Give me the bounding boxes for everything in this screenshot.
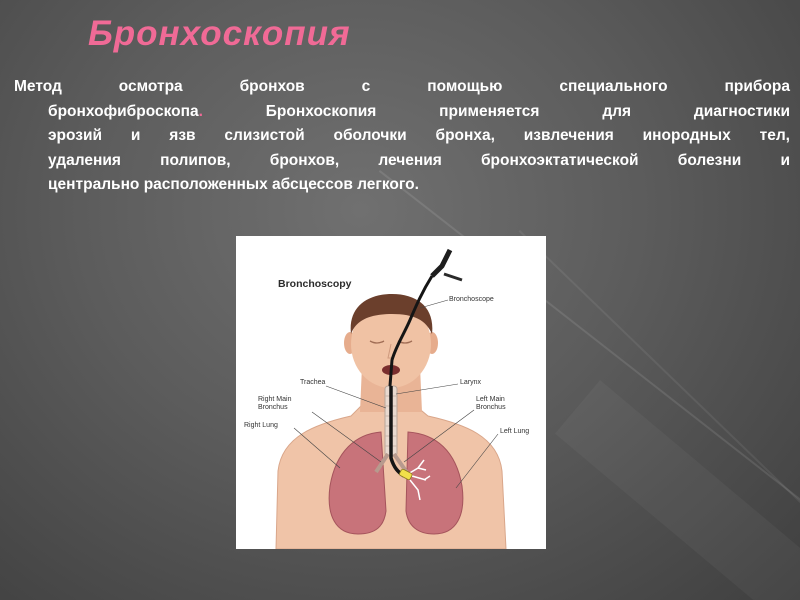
figure-title: Bronchoscopy <box>278 278 352 290</box>
label-left-main-bronchus <box>476 396 506 412</box>
slide-title: Бронхоскопия <box>88 14 351 53</box>
label-right-lung: Right Lung <box>244 422 278 429</box>
label-larynx: Larynx <box>460 379 482 386</box>
body-text-fragment: Бронхоскопия применяется для диагностики <box>265 102 790 120</box>
label-trachea: Trachea <box>300 379 326 386</box>
background-streak <box>555 380 800 600</box>
body-text-fragment: бронхофиброскопа <box>48 102 199 120</box>
label-line: Bronchus <box>258 404 288 411</box>
body-line: удаления полипов, бронхов, лечения бронхоэктатической болезни и <box>48 151 790 169</box>
label-left-lung: Left Lung <box>500 428 530 435</box>
label-bronchoscope: Bronchoscope <box>449 296 494 303</box>
body-line: Метод осмотра бронхов с помощью специального прибора <box>14 78 790 95</box>
label-line: Right Main <box>258 396 292 403</box>
pink-period: . <box>198 102 203 120</box>
label-line: Bronchus <box>476 404 506 411</box>
body-line <box>14 103 790 128</box>
body-line: центрально расположенных абсцессов легкого. <box>48 176 419 193</box>
label-line: Left Main <box>476 396 505 403</box>
slide-body <box>14 78 790 201</box>
label-right-main-bronchus <box>258 396 291 412</box>
body-line: эрозий и язв слизистой оболочки бронха, извлечения инородных тел, <box>48 127 790 144</box>
bronchoscopy-illustration <box>236 236 546 549</box>
